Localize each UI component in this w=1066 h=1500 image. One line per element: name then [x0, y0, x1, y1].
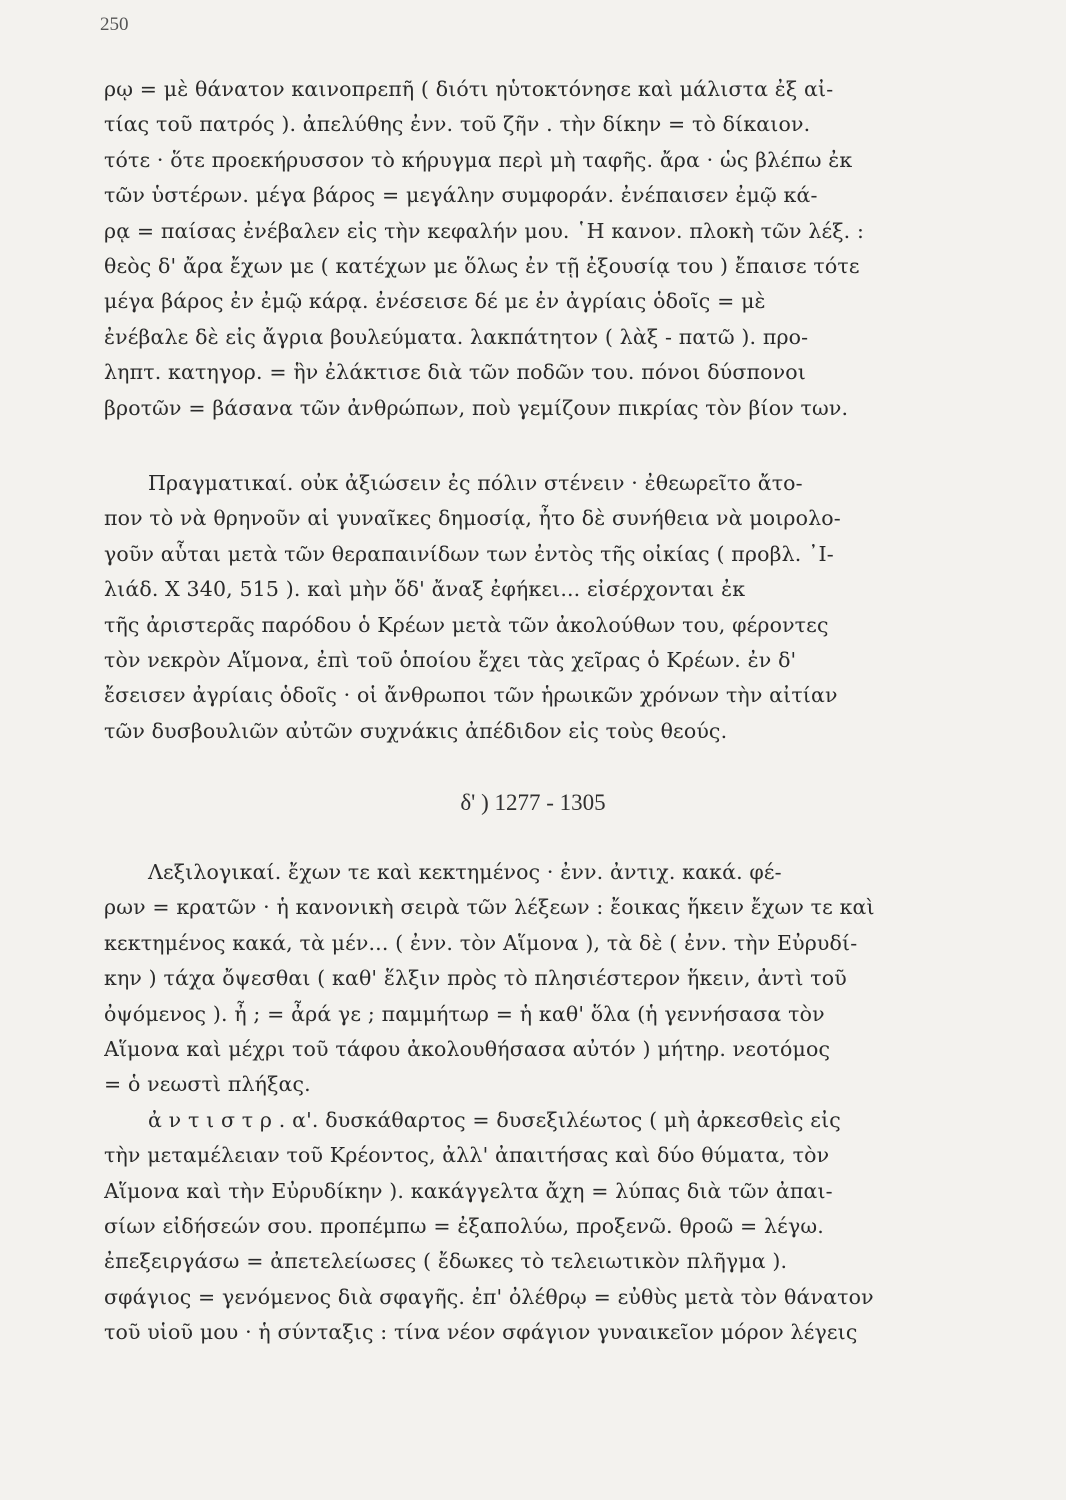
text-line: τῶν ὑστέρων. μέγα βάρος = μεγάλην συμφοράν. ἐνέπαισεν ἐμῷ κά- [104, 183, 818, 208]
text-line: βροτῶν = βάσανα τῶν ἀνθρώπων, ποὺ γεμίζουν πικρίας τὸν βίον των. [104, 395, 849, 420]
text-line: τὴν μεταμέλειαν τοῦ Κρέοντος, ἀλλ' ἀπαιτήσας καὶ δύο θύματα, τὸν [104, 1143, 830, 1168]
text-line: τῆς ἀριστερᾶς παρόδου ὁ Κρέων μετὰ τῶν ἀκολούθων του, φέροντες [104, 612, 829, 637]
text-line: γοῦν αὗται μετὰ τῶν θεραπαινίδων των ἐντὸς τῆς οἰκίας ( προβλ. ᾽Ι- [104, 541, 834, 566]
text-line: θεὸς δ' ἄρα ἔχων με ( κατέχων με ὅλως ἐν τῇ ἐξουσίᾳ του ) ἔπαισε τότε [104, 254, 860, 279]
text-line: Αἵμονα καὶ μέχρι τοῦ τάφου ἀκολουθήσασα αὐτόν ) μήτηρ. νεοτόμος [104, 1037, 831, 1062]
text-line: τίας τοῦ πατρός ). ἀπελύθης ἐνν. τοῦ ζῆν . τὴν δίκην = τὸ δίκαιον. [104, 112, 811, 137]
paragraph-lexical-notes [104, 72, 976, 426]
text-line: ἐνέβαλε δὲ εἰς ἄγρια βουλεύματα. λακπάτητον ( λὰξ - πατῶ ). προ- [104, 324, 809, 349]
text-line: λιάδ. Χ 340, 515 ). καὶ μὴν ὅδ' ἄναξ ἐφήκει... εἰσέρχονται ἐκ [104, 577, 746, 602]
text-line: τοῦ υἱοῦ μου · ἡ σύνταξις : τίνα νέον σφάγιον γυναικεῖον μόρον λέγεις [104, 1320, 858, 1345]
paragraph-lexical-section-d [104, 855, 976, 1351]
text-line: ὀψόμενος ). ἦ ; = ἆρά γε ; παμμήτωρ = ἡ καθ' ὅλα (ἡ γεννήσασα τὸν [104, 1001, 825, 1026]
text-line: σφάγιος = γενόμενος διὰ σφαγῆς. ἐπ' ὀλέθρῳ = εὐθὺς μετὰ τὸν θάνατον [104, 1284, 874, 1309]
text-line: τὸν νεκρὸν Αἵμονα, ἐπὶ τοῦ ὁποίου ἔχει τὰς χεῖρας ὁ Κρέων. ἐν δ' [104, 648, 797, 673]
text-line: Αἵμονα καὶ τὴν Εὐρυδίκην ). κακάγγελτα ἄχη = λύπας διὰ τῶν ἀπαι- [104, 1178, 833, 1203]
page-number: 250 [100, 14, 129, 35]
text-line: ἔσεισεν ἀγρίαις ὁδοῖς · οἱ ἄνθρωποι τῶν ἡρωικῶν χρόνων τὴν αἰτίαν [104, 683, 838, 708]
text-line: τότε · ὅτε προεκήρυσσον τὸ κήρυγμα περὶ μὴ ταφῆς. ἄρα · ὡς βλέπω ἐκ [104, 147, 853, 172]
section-heading: δ' ) 1277 - 1305 [460, 790, 606, 815]
text-line: μέγα βάρος ἐν ἐμῷ κάρᾳ. ἐνέσεισε δέ με ἐν ἀγρίαις ὁδοῖς = μὲ [104, 289, 766, 314]
paragraph-factual-notes [104, 466, 976, 749]
text-line: Πραγματικαί. οὐκ ἀξιώσειν ἐς πόλιν στένειν · ἐθεωρεῖτο ἄτο- [148, 471, 803, 495]
text-line: ρων = κρατῶν · ἡ κανονικὴ σειρὰ τῶν λέξεων : ἔοικας ἥκειν ἔχων τε καὶ [104, 895, 875, 920]
text-line: τῶν δυσβουλιῶν αὐτῶν συχνάκις ἀπέδιδον εἰς τοὺς θεούς. [104, 718, 728, 743]
text-line: πον τὸ νὰ θρηνοῦν αἱ γυναῖκες δημοσίᾳ, ἦτο δὲ συνήθεια νὰ μοιρολο- [104, 506, 841, 531]
text-line: ἀ ν τ ι σ τ ρ . α'. δυσκάθαρτος = δυσεξιλέωτος ( μὴ ἀρκεσθεὶς εἰς [148, 1107, 841, 1132]
text-line: σίων εἰδήσεών σου. προπέμπω = ἐξαπολύω, προξενῶ. θροῶ = λέγω. [104, 1214, 824, 1239]
text-line: κην ) τάχα ὄψεσθαι ( καθ' ἕλξιν πρὸς τὸ πλησιέστερον ἥκειν, ἀντὶ τοῦ [104, 966, 847, 991]
text-line: κεκτημένος κακά, τὰ μέν... ( ἐνν. τὸν Αἵμονα ), τὰ δὲ ( ἐνν. τὴν Εὐρυδί- [104, 930, 858, 955]
text-line: ληπτ. κατηγορ. = ἣν ἐλάκτισε διὰ τῶν ποδῶν του. πόνοι δύσπονοι [104, 360, 806, 385]
text-line: ρῳ = μὲ θάνατον καινοπρεπῆ ( διότι ηὑτοκτόνησε καὶ μάλιστα ἐξ αἰ- [104, 77, 834, 101]
text-line: ἐπεξειργάσω = ἀπετελείωσες ( ἔδωκες τὸ τελειωτικὸν πλῆγμα ). [104, 1249, 788, 1274]
text-line: Λεξιλογικαί. ἔχων τε καὶ κεκτημένος · ἐνν. ἀντιχ. κακά. φέ- [148, 860, 782, 884]
text-line: = ὁ νεωστὶ πλήξας. [104, 1072, 311, 1097]
text-line: ρᾳ = παίσας ἐνέβαλεν εἰς τὴν κεφαλήν μου. ῾Η κανον. πλοκὴ τῶν λέξ. : [104, 218, 865, 243]
